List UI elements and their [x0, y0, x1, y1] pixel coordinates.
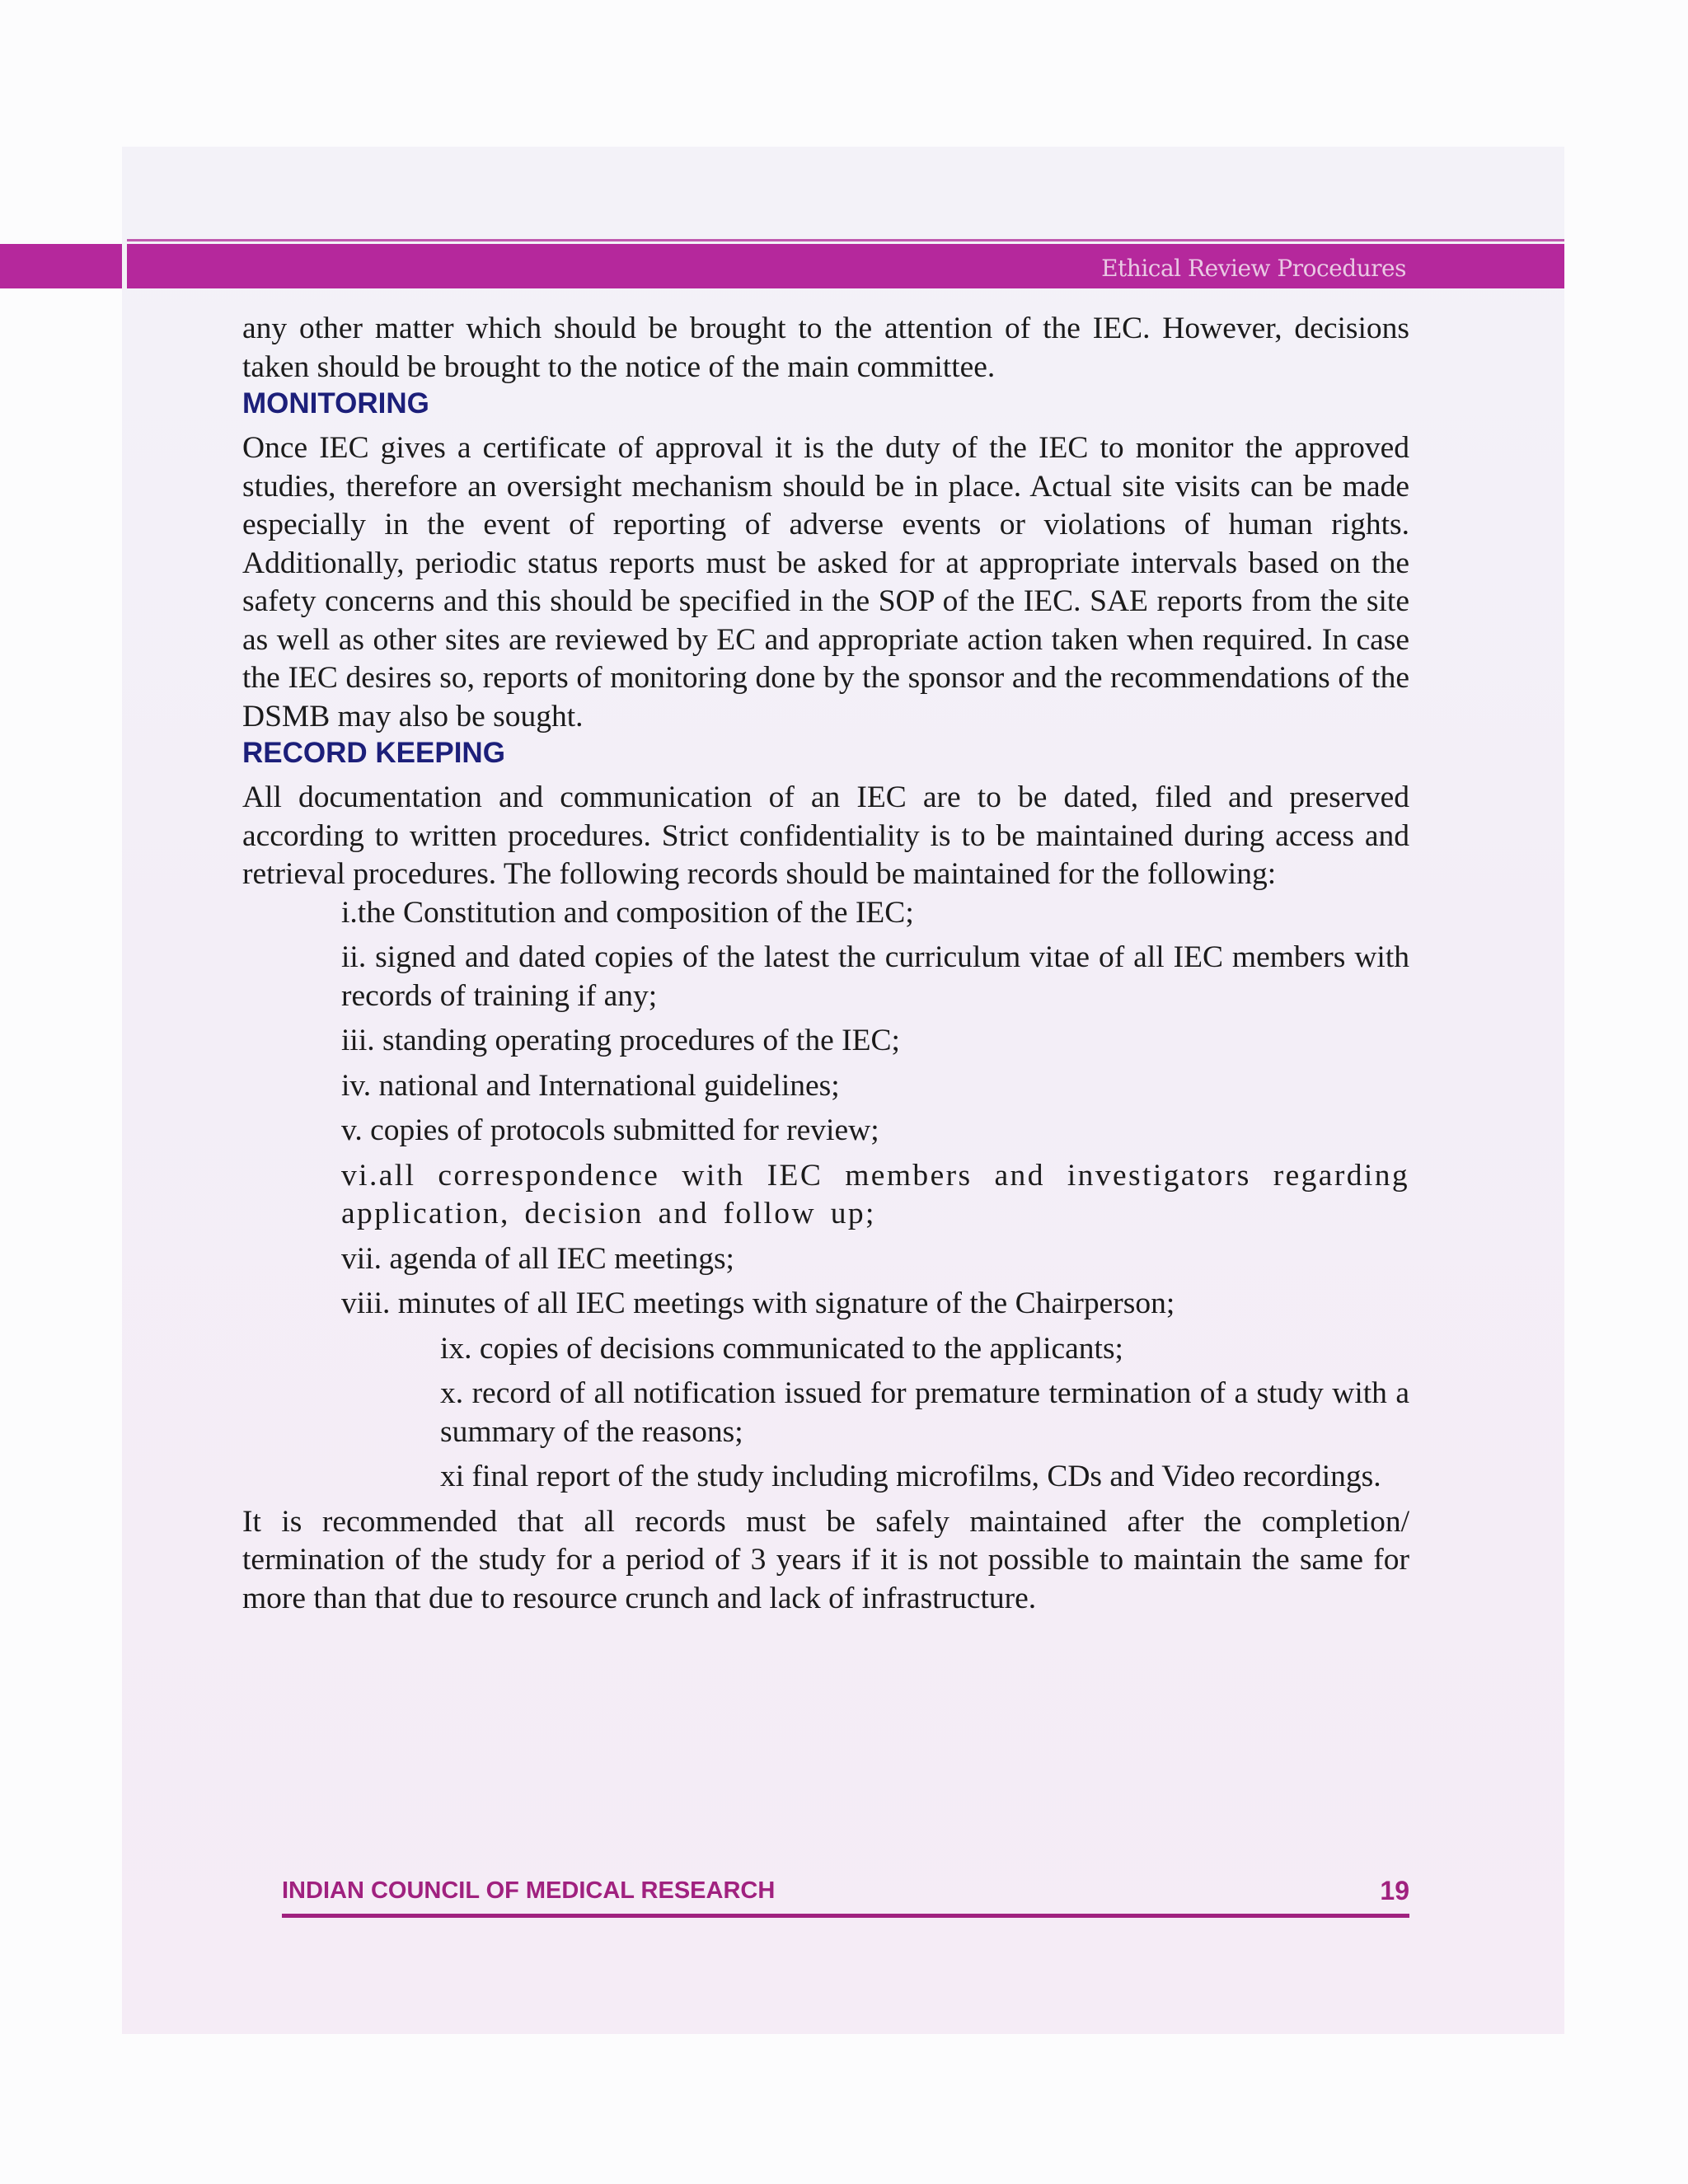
- monitoring-heading: MONITORING: [242, 387, 429, 419]
- record-keeping-heading: RECORD KEEPING: [242, 737, 505, 769]
- monitoring-paragraph: Once IEC gives a certificate of approval it is the duty of the IEC to monitor the approved studies, therefore an oversight mechanism should be in place. Actual site visits can be made especially in the event of reporting of adverse events or violations of human rights. Additionally, periodic status reports must be asked for at appropriate intervals based on the safety concerns and this should be specified in the SOP of the IEC. SAE reports from the site as well as other sites are reviewed by EC and appropriate action taken when required. In case the IEC desires so, reports of monitoring done by the sponsor and the recommendations of the DSMB may also be sought.: [242, 431, 1409, 733]
- list-item: x. record of all notification issued for premature termination of a study with a summary of the reasons;: [440, 1376, 1409, 1449]
- header-rule: [127, 239, 1564, 241]
- list-item: iv. national and International guidelines;: [341, 1068, 840, 1103]
- footer-organization: INDIAN COUNCIL OF MEDICAL RESEARCH: [282, 1877, 776, 1904]
- header-band-divider: [122, 241, 127, 290]
- closing-paragraph: It is recommended that all records must be safely maintained after the completion/ termination of the study for a period of 3 years if it is not possible to maintain the same for more than that due to resource crunch and lack of infrastructure.: [242, 1504, 1409, 1615]
- records-list: [242, 894, 1409, 1497]
- running-head: Ethical Review Procedures: [1101, 255, 1406, 282]
- list-item: ii. signed and dated copies of the latest the curriculum vitae of all IEC members with records of training if any;: [341, 940, 1409, 1013]
- page-footer: [282, 1877, 1409, 1918]
- page-number: 19: [1380, 1876, 1409, 1905]
- header-band-tab: [0, 244, 122, 288]
- list-item: i.the Constitution and composition of the IEC;: [341, 895, 914, 930]
- record-keeping-paragraph: All documentation and communication of an IEC are to be dated, filed and preserved according to written procedures. Strict confidentiality is to be maintained during access and retrieval procedures. The following records should be maintained for the following:: [242, 780, 1409, 891]
- list-item: xi final report of the study including microfilms, CDs and Video recordings.: [440, 1460, 1381, 1493]
- list-item: viii. minutes of all IEC meetings with signature of the Chairperson;: [341, 1286, 1175, 1320]
- list-item: iii. standing operating procedures of the IEC;: [341, 1024, 900, 1057]
- intro-paragraph: any other matter which should be brought to the attention of the IEC. However, decisions taken should be brought to the notice of the main committee.: [242, 312, 1409, 384]
- list-item: ix. copies of decisions communicated to the applicants;: [440, 1331, 1123, 1366]
- page-content: [242, 310, 1409, 1618]
- list-item: vii. agenda of all IEC meetings;: [341, 1241, 734, 1276]
- list-item: vi.all correspondence with IEC members and investigators regarding application, decision and follow up;: [341, 1158, 1409, 1230]
- list-item: v. copies of protocols submitted for review;: [341, 1113, 879, 1147]
